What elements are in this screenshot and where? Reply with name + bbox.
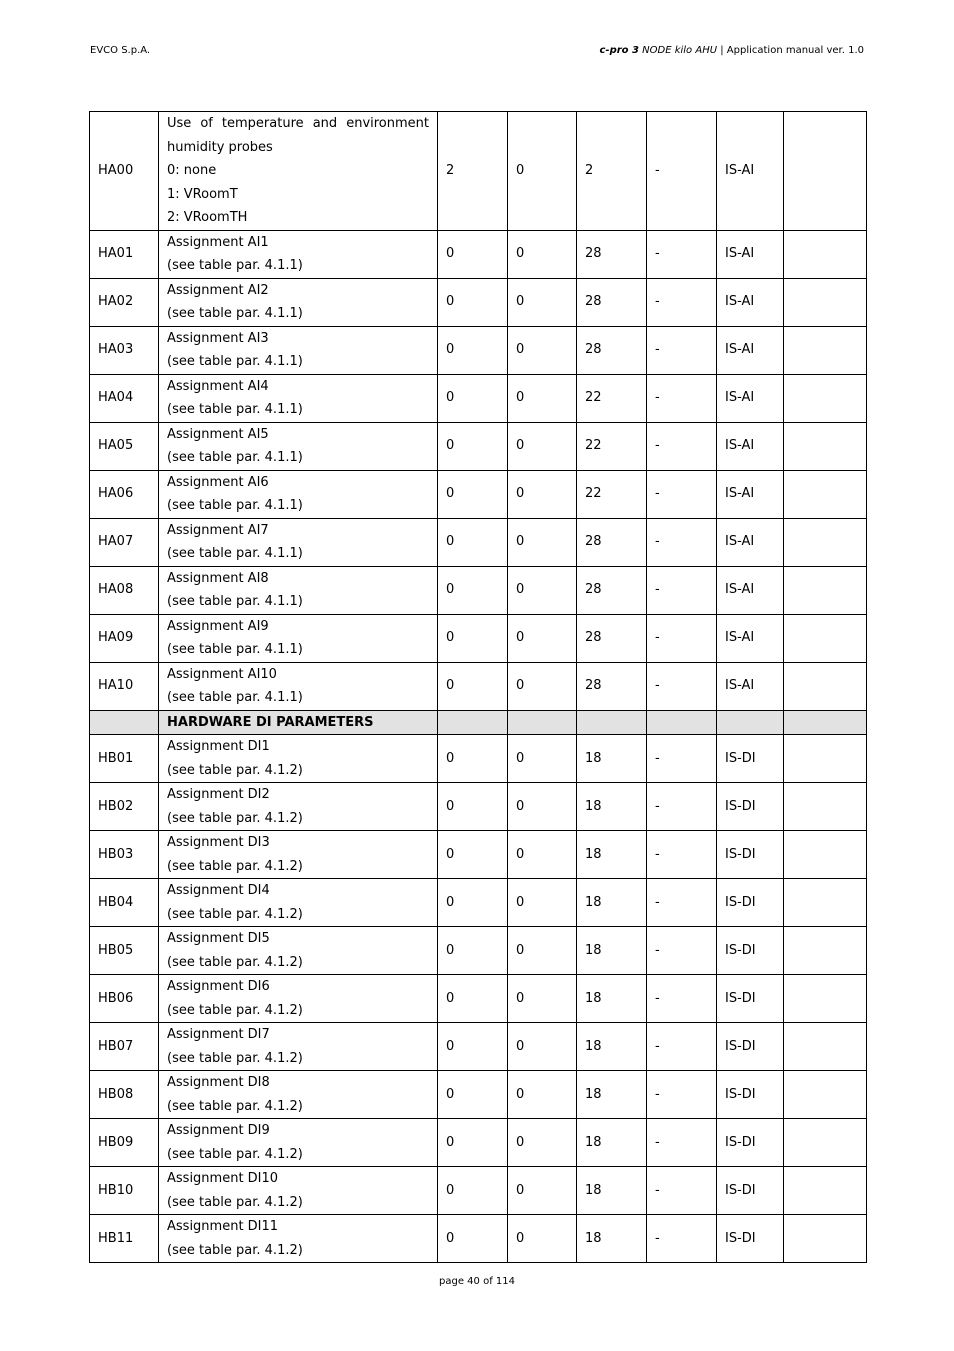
- param-default: 0: [438, 735, 508, 783]
- page-number: page 40 of 114: [439, 1276, 515, 1287]
- param-unit: -: [647, 374, 717, 422]
- section-empty-cell: [647, 710, 717, 735]
- table-row: [90, 1167, 867, 1215]
- param-unit: -: [647, 735, 717, 783]
- param-description: [159, 518, 438, 566]
- param-extra: [784, 614, 867, 662]
- param-extra: [784, 422, 867, 470]
- param-extra: [784, 1071, 867, 1119]
- param-unit: -: [647, 783, 717, 831]
- param-extra: [784, 831, 867, 879]
- param-extra: [784, 1119, 867, 1167]
- table-row: [90, 470, 867, 518]
- param-code: HA10: [90, 662, 159, 710]
- param-extra: [784, 735, 867, 783]
- param-min: 0: [508, 927, 577, 975]
- description-line: (see table par. 4.1.1): [167, 354, 303, 369]
- table-row: [90, 278, 867, 326]
- param-min: 0: [508, 1023, 577, 1071]
- param-code: HA02: [90, 278, 159, 326]
- param-max: 28: [577, 278, 647, 326]
- header-manual: Application manual ver. 1.0: [726, 45, 864, 56]
- param-extra: [784, 783, 867, 831]
- param-min: 0: [508, 326, 577, 374]
- param-description: [159, 879, 438, 927]
- param-unit: -: [647, 662, 717, 710]
- param-group: IS-DI: [717, 1119, 784, 1167]
- param-max: 18: [577, 735, 647, 783]
- param-group: IS-AI: [717, 422, 784, 470]
- param-max: 28: [577, 518, 647, 566]
- param-max: 18: [577, 783, 647, 831]
- description-line: (see table par. 4.1.2): [167, 1098, 303, 1114]
- description-line: Assignment DI4: [167, 883, 270, 898]
- description-line: (see table par. 4.1.2): [167, 1146, 303, 1162]
- param-min: 0: [508, 374, 577, 422]
- param-group: IS-AI: [717, 326, 784, 374]
- param-default: 0: [438, 1071, 508, 1119]
- param-description: [159, 422, 438, 470]
- param-unit: -: [647, 1215, 717, 1263]
- table-row: [90, 518, 867, 566]
- param-max: 2: [577, 112, 647, 231]
- param-code: HB05: [90, 927, 159, 975]
- header-product-bold: c-pro 3: [599, 45, 639, 56]
- description-line: (see table par. 4.1.2): [167, 954, 303, 970]
- param-description: [159, 470, 438, 518]
- param-min: 0: [508, 112, 577, 231]
- param-description: [159, 783, 438, 831]
- table-row: [90, 112, 867, 231]
- description-line: (see table par. 4.1.2): [167, 810, 303, 826]
- description-line: Assignment DI1: [167, 739, 270, 754]
- description-line: Assignment DI9: [167, 1123, 270, 1138]
- param-extra: [784, 662, 867, 710]
- param-extra: [784, 518, 867, 566]
- param-code: HB08: [90, 1071, 159, 1119]
- param-description: [159, 831, 438, 879]
- header-manual-title: [599, 45, 864, 56]
- description-line: (see table par. 4.1.1): [167, 546, 303, 561]
- param-group: IS-DI: [717, 879, 784, 927]
- param-group: IS-DI: [717, 1071, 784, 1119]
- param-group: IS-DI: [717, 1023, 784, 1071]
- param-group: IS-DI: [717, 1167, 784, 1215]
- param-unit: -: [647, 1071, 717, 1119]
- param-max: 28: [577, 662, 647, 710]
- param-code: HB10: [90, 1167, 159, 1215]
- param-min: 0: [508, 1119, 577, 1167]
- table-row: [90, 662, 867, 710]
- param-code: HB01: [90, 735, 159, 783]
- description-line: (see table par. 4.1.2): [167, 762, 303, 778]
- param-description: [159, 662, 438, 710]
- param-min: 0: [508, 1167, 577, 1215]
- param-default: 0: [438, 374, 508, 422]
- param-code: HA08: [90, 566, 159, 614]
- param-description: [159, 1119, 438, 1167]
- param-code: HA03: [90, 326, 159, 374]
- param-extra: [784, 278, 867, 326]
- table-row: [90, 831, 867, 879]
- param-max: 18: [577, 831, 647, 879]
- param-code: HB11: [90, 1215, 159, 1263]
- param-max: 28: [577, 326, 647, 374]
- table-row: [90, 374, 867, 422]
- param-description: [159, 735, 438, 783]
- table-row: [90, 783, 867, 831]
- description-line: Assignment AI7: [167, 522, 269, 538]
- param-default: 0: [438, 1119, 508, 1167]
- param-default: 0: [438, 831, 508, 879]
- description-line: (see table par. 4.1.1): [167, 642, 303, 657]
- param-min: 0: [508, 1215, 577, 1263]
- param-unit: -: [647, 278, 717, 326]
- param-max: 28: [577, 230, 647, 278]
- param-default: 2: [438, 112, 508, 231]
- table-row: [90, 326, 867, 374]
- description-line: (see table par. 4.1.1): [167, 306, 303, 321]
- section-empty-cell: [438, 710, 508, 735]
- param-description: [159, 1071, 438, 1119]
- param-min: 0: [508, 470, 577, 518]
- description-line: (see table par. 4.1.2): [167, 906, 303, 922]
- param-default: 0: [438, 326, 508, 374]
- param-min: 0: [508, 662, 577, 710]
- section-empty-cell: [784, 710, 867, 735]
- param-default: 0: [438, 230, 508, 278]
- param-max: 28: [577, 566, 647, 614]
- param-unit: -: [647, 927, 717, 975]
- description-line: Assignment AI1: [167, 234, 269, 250]
- param-group: IS-DI: [717, 783, 784, 831]
- table-row: [90, 566, 867, 614]
- param-min: 0: [508, 831, 577, 879]
- param-description: [159, 1023, 438, 1071]
- description-line: Assignment AI9: [167, 618, 269, 634]
- param-min: 0: [508, 278, 577, 326]
- param-code: HB04: [90, 879, 159, 927]
- param-description: [159, 1215, 438, 1263]
- table-row: [90, 422, 867, 470]
- description-line: (see table par. 4.1.2): [167, 1242, 303, 1258]
- param-code: HA01: [90, 230, 159, 278]
- param-group: IS-AI: [717, 470, 784, 518]
- param-max: 22: [577, 422, 647, 470]
- param-description: [159, 614, 438, 662]
- param-group: IS-AI: [717, 566, 784, 614]
- param-code: HA06: [90, 470, 159, 518]
- param-max: 18: [577, 879, 647, 927]
- section-title: HARDWARE DI PARAMETERS: [159, 710, 438, 735]
- description-line: (see table par. 4.1.2): [167, 1002, 303, 1018]
- param-unit: -: [647, 470, 717, 518]
- description-line: 1: VRoomT: [167, 186, 238, 202]
- description-line: Assignment AI3: [167, 330, 269, 346]
- param-extra: [784, 230, 867, 278]
- param-max: 18: [577, 1119, 647, 1167]
- description-line: Assignment DI2: [167, 787, 270, 802]
- description-line: (see table par. 4.1.1): [167, 402, 303, 417]
- description-line: 0: none: [167, 163, 217, 178]
- param-min: 0: [508, 783, 577, 831]
- description-line: Assignment AI8: [167, 570, 269, 586]
- param-extra: [784, 1167, 867, 1215]
- param-group: IS-AI: [717, 662, 784, 710]
- table-row: [90, 1023, 867, 1071]
- description-line: Assignment DI11: [167, 1219, 279, 1234]
- param-group: IS-DI: [717, 1215, 784, 1263]
- description-line: (see table par. 4.1.2): [167, 858, 303, 874]
- param-default: 0: [438, 422, 508, 470]
- description-line: Assignment DI7: [167, 1027, 270, 1042]
- table-row: [90, 927, 867, 975]
- param-default: 0: [438, 278, 508, 326]
- section-row: [90, 710, 867, 735]
- param-extra: [784, 112, 867, 231]
- description-line: Assignment AI10: [167, 666, 277, 682]
- table-row: [90, 230, 867, 278]
- param-description: [159, 230, 438, 278]
- param-default: 0: [438, 614, 508, 662]
- param-default: 0: [438, 518, 508, 566]
- description-line: Assignment DI10: [167, 1171, 279, 1186]
- param-group: IS-DI: [717, 735, 784, 783]
- param-unit: -: [647, 112, 717, 231]
- table-row: [90, 1215, 867, 1263]
- param-code: HB06: [90, 975, 159, 1023]
- description-line: humidity probes: [167, 139, 273, 155]
- param-max: 28: [577, 614, 647, 662]
- param-default: 0: [438, 470, 508, 518]
- param-max: 18: [577, 1215, 647, 1263]
- section-empty-cell: [508, 710, 577, 735]
- parameters-table-body: [90, 112, 867, 1263]
- param-code: HB09: [90, 1119, 159, 1167]
- table-row: [90, 1071, 867, 1119]
- param-extra: [784, 975, 867, 1023]
- param-extra: [784, 927, 867, 975]
- parameters-table: [89, 111, 867, 1263]
- table-row: [90, 1119, 867, 1167]
- param-group: IS-AI: [717, 230, 784, 278]
- param-group: IS-DI: [717, 927, 784, 975]
- header-separator: |: [720, 45, 724, 56]
- param-unit: -: [647, 326, 717, 374]
- description-line: (see table par. 4.1.1): [167, 594, 303, 609]
- param-group: IS-AI: [717, 374, 784, 422]
- param-unit: -: [647, 831, 717, 879]
- param-min: 0: [508, 879, 577, 927]
- param-unit: -: [647, 614, 717, 662]
- param-code: HA07: [90, 518, 159, 566]
- param-unit: -: [647, 1023, 717, 1071]
- param-extra: [784, 374, 867, 422]
- header-product-italic: NODE kilo AHU: [642, 45, 718, 56]
- param-default: 0: [438, 566, 508, 614]
- param-description: [159, 374, 438, 422]
- param-extra: [784, 470, 867, 518]
- param-group: IS-DI: [717, 975, 784, 1023]
- param-max: 22: [577, 374, 647, 422]
- section-empty-cell: [577, 710, 647, 735]
- param-max: 18: [577, 1071, 647, 1119]
- param-extra: [784, 879, 867, 927]
- param-unit: -: [647, 422, 717, 470]
- table-row: [90, 879, 867, 927]
- param-max: 18: [577, 927, 647, 975]
- description-line: Assignment AI2: [167, 282, 269, 298]
- description-line: (see table par. 4.1.1): [167, 258, 303, 273]
- param-extra: [784, 1215, 867, 1263]
- param-default: 0: [438, 662, 508, 710]
- param-max: 18: [577, 1023, 647, 1071]
- description-line: Assignment AI6: [167, 474, 269, 490]
- param-max: 22: [577, 470, 647, 518]
- description-line: (see table par. 4.1.2): [167, 1050, 303, 1066]
- param-min: 0: [508, 614, 577, 662]
- param-default: 0: [438, 1023, 508, 1071]
- param-default: 0: [438, 783, 508, 831]
- header-company: EVCO S.p.A.: [90, 45, 151, 56]
- param-code: HB07: [90, 1023, 159, 1071]
- param-group: IS-AI: [717, 112, 784, 231]
- param-min: 0: [508, 566, 577, 614]
- param-code: HB03: [90, 831, 159, 879]
- param-unit: -: [647, 879, 717, 927]
- table-row: [90, 735, 867, 783]
- description-line: (see table par. 4.1.1): [167, 450, 303, 465]
- description-line: (see table par. 4.1.2): [167, 1194, 303, 1210]
- description-line: 2: VRoomTH: [167, 210, 248, 225]
- param-description: [159, 326, 438, 374]
- param-description: [159, 927, 438, 975]
- param-default: 0: [438, 927, 508, 975]
- param-group: IS-AI: [717, 518, 784, 566]
- param-code: HB02: [90, 783, 159, 831]
- param-unit: -: [647, 566, 717, 614]
- param-description: [159, 278, 438, 326]
- section-empty-cell: [717, 710, 784, 735]
- param-min: 0: [508, 518, 577, 566]
- section-empty-cell: [90, 710, 159, 735]
- param-max: 18: [577, 1167, 647, 1215]
- param-default: 0: [438, 1167, 508, 1215]
- param-min: 0: [508, 1071, 577, 1119]
- description-line: (see table par. 4.1.1): [167, 690, 303, 705]
- param-code: HA09: [90, 614, 159, 662]
- description-line: Assignment DI6: [167, 979, 270, 994]
- param-description: [159, 1167, 438, 1215]
- param-code: HA04: [90, 374, 159, 422]
- param-min: 0: [508, 975, 577, 1023]
- description-line: Assignment AI4: [167, 378, 269, 394]
- param-unit: -: [647, 1167, 717, 1215]
- param-group: IS-AI: [717, 614, 784, 662]
- param-extra: [784, 326, 867, 374]
- param-unit: -: [647, 1119, 717, 1167]
- description-line: Assignment AI5: [167, 426, 269, 442]
- param-default: 0: [438, 879, 508, 927]
- param-group: IS-DI: [717, 831, 784, 879]
- param-description: [159, 975, 438, 1023]
- param-unit: -: [647, 975, 717, 1023]
- param-description: [159, 566, 438, 614]
- param-code: HA05: [90, 422, 159, 470]
- param-description: [159, 112, 438, 231]
- param-extra: [784, 1023, 867, 1071]
- description-line: Assignment DI3: [167, 835, 270, 850]
- description-line: Assignment DI8: [167, 1075, 270, 1090]
- param-group: IS-AI: [717, 278, 784, 326]
- param-extra: [784, 566, 867, 614]
- param-min: 0: [508, 735, 577, 783]
- description-line: (see table par. 4.1.1): [167, 498, 303, 513]
- param-unit: -: [647, 518, 717, 566]
- table-row: [90, 614, 867, 662]
- param-min: 0: [508, 422, 577, 470]
- table-row: [90, 975, 867, 1023]
- param-default: 0: [438, 975, 508, 1023]
- param-min: 0: [508, 230, 577, 278]
- description-line: Use of temperature and environment: [167, 116, 429, 131]
- param-code: HA00: [90, 112, 159, 231]
- param-max: 18: [577, 975, 647, 1023]
- param-default: 0: [438, 1215, 508, 1263]
- description-line: Assignment DI5: [167, 931, 270, 946]
- param-unit: -: [647, 230, 717, 278]
